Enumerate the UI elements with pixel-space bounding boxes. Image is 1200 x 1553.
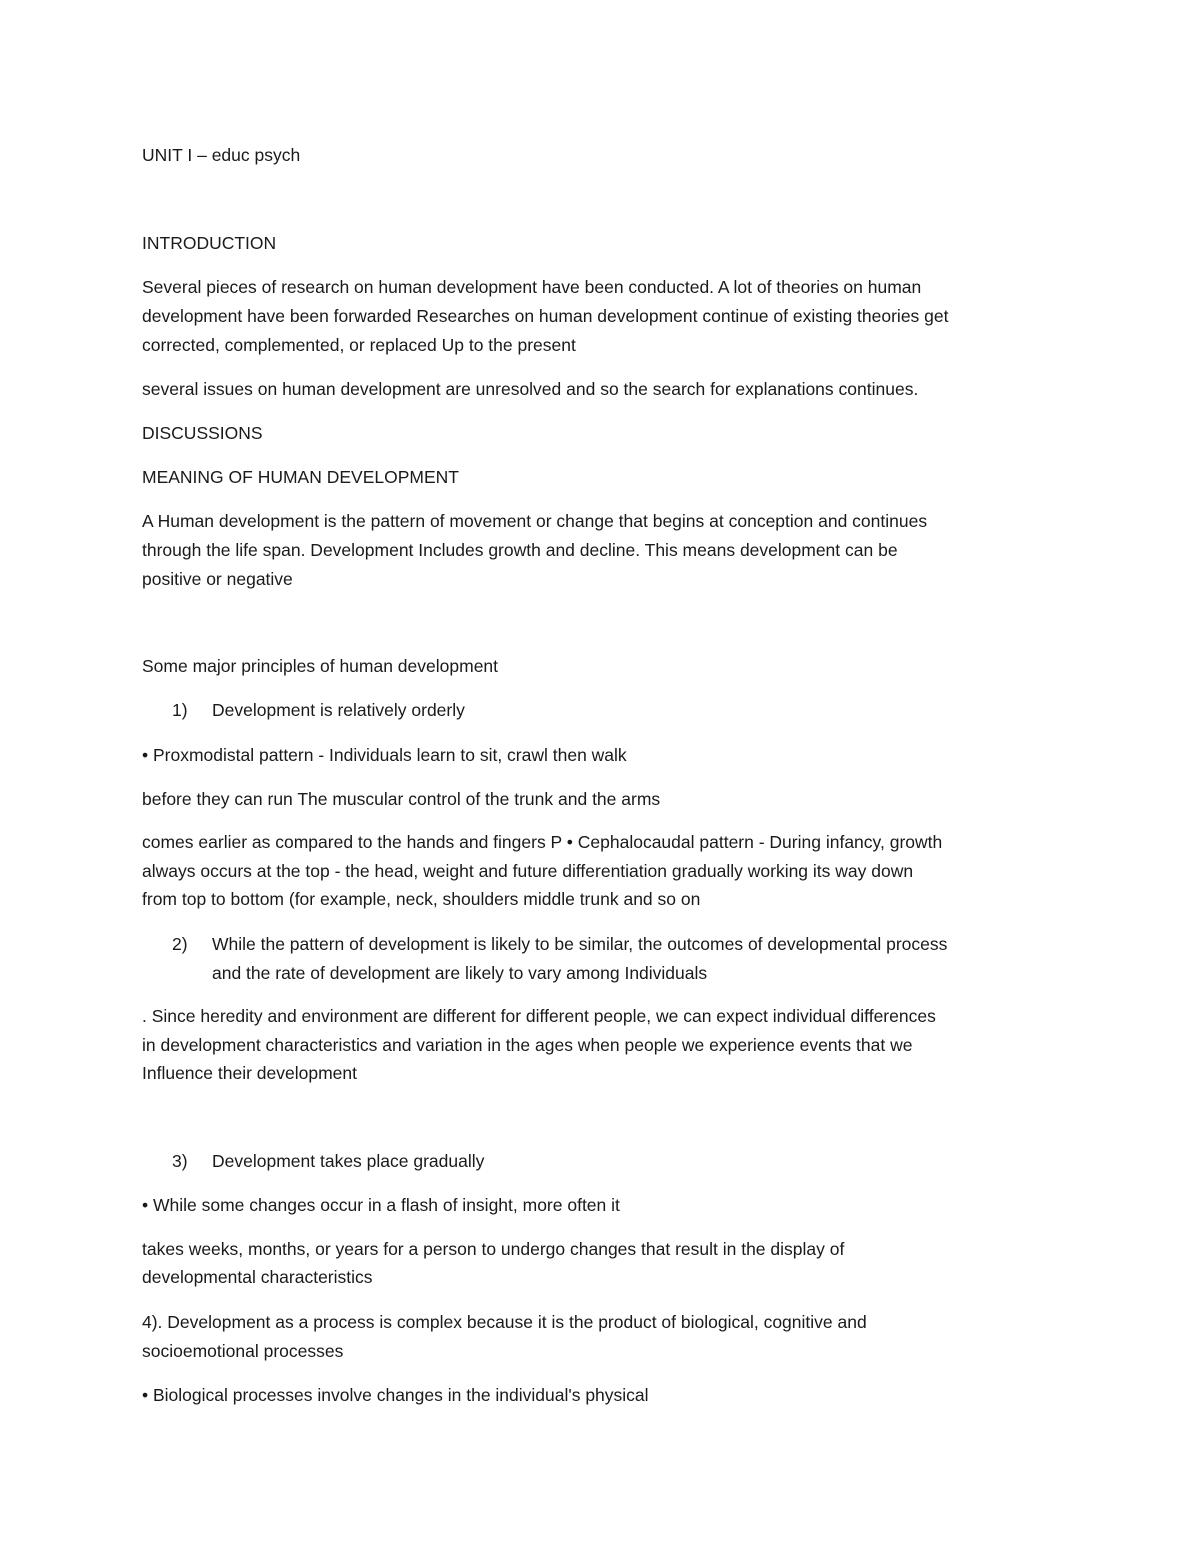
introduction-paragraph-2: several issues on human development are unresolved and so the search for explanations continues. — [142, 379, 919, 399]
principle-2-text-line: and the rate of development are likely to vary among Individuals — [212, 963, 708, 983]
principle-1-line: before they can run The muscular control of the trunk and the arms — [142, 789, 661, 809]
introduction-heading: INTRODUCTION — [142, 233, 277, 253]
principle-4-text-line: socioemotional processes — [142, 1341, 344, 1361]
principle-2-text-line: While the pattern of development is likely to be similar, the outcomes of developmental process — [212, 934, 948, 954]
principle-2-number: 2) — [172, 934, 188, 954]
introduction-paragraph-line: development have been forwarded Researches on human development continue of existing theories get — [142, 306, 949, 326]
introduction-paragraph-line: Several pieces of research on human development have been conducted. A lot of theories on human — [142, 277, 922, 297]
principle-1-text: Development is relatively orderly — [212, 700, 465, 720]
principle-1-cont-line: always occurs at the top - the head, weight and future differentiation gradually working its way down — [142, 861, 914, 881]
document-title: UNIT I – educ psych — [142, 145, 301, 165]
principle-3-paragraph-line: takes weeks, months, or years for a person to undergo changes that result in the display of — [142, 1239, 845, 1259]
meaning-heading: MEANING OF HUMAN DEVELOPMENT — [142, 467, 459, 487]
introduction-paragraph-line: corrected, complemented, or replaced Up to the present — [142, 335, 576, 355]
principle-3-text: Development takes place gradually — [212, 1151, 485, 1171]
principle-3-number: 3) — [172, 1151, 188, 1171]
meaning-paragraph-line: positive or negative — [142, 569, 293, 589]
principle-3-bullet: • While some changes occur in a flash of insight, more often it — [142, 1195, 620, 1215]
principle-2-paragraph-line: . Since heredity and environment are different for different people, we can expect individual differences — [142, 1006, 936, 1026]
principles-heading: Some major principles of human development — [142, 656, 499, 676]
principle-4-text-line: 4). Development as a process is complex because it is the product of biological, cognitive and — [142, 1312, 867, 1332]
principle-4-bullet: • Biological processes involve changes in the individual's physical — [142, 1385, 649, 1405]
principle-2-paragraph-line: Influence their development — [142, 1063, 357, 1083]
principle-1-cont-line: from top to bottom (for example, neck, shoulders middle trunk and so on — [142, 889, 701, 909]
meaning-paragraph-line: through the life span. Development Includes growth and decline. This means development can be — [142, 540, 898, 560]
discussions-heading: DISCUSSIONS — [142, 423, 263, 443]
principle-3-paragraph-line: developmental characteristics — [142, 1267, 373, 1287]
principle-1-number: 1) — [172, 700, 188, 720]
meaning-paragraph-line: A Human development is the pattern of movement or change that begins at conception and continues — [142, 511, 928, 531]
principle-1-cont-line: comes earlier as compared to the hands and fingers P • Cephalocaudal pattern - During infancy, growth — [142, 832, 943, 852]
principle-1-bullet: • Proxmodistal pattern - Individuals learn to sit, crawl then walk — [142, 745, 627, 765]
principle-2-paragraph-line: in development characteristics and variation in the ages when people we experience events that we — [142, 1035, 913, 1055]
